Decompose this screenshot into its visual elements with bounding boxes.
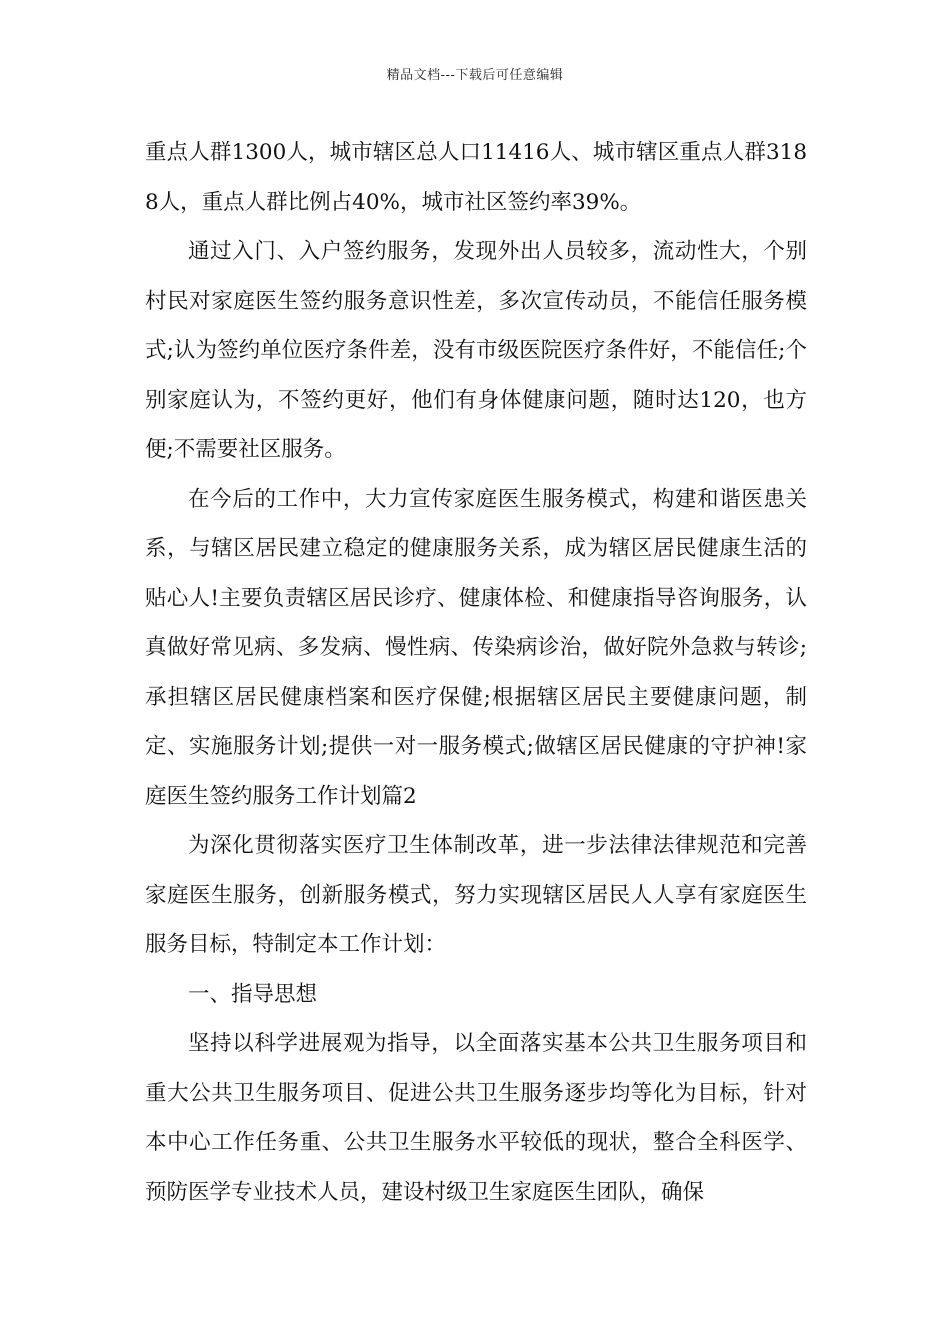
document-body bbox=[145, 128, 807, 1217]
paragraph-5: 坚持以科学进展观为指导，以全面落实基本公共卫生服务项目和重大公共卫生服务项目、促进公共卫生服务逐步均等化为目标，针对本中心工作任务重、公共卫生服务水平较低的现状，整合全科医学、预防医学专业技术人员，建设村级卫生家庭医生团队，确保 bbox=[145, 1031, 807, 1205]
paragraph-2: 通过入门、入户签约服务，发现外出人员较多，流动性大，个别村民对家庭医生签约服务意识性差，多次宣传动员，不能信任服务模式;认为签约单位医疗条件差，没有市级医院医疗条件好，不能信任;个别家庭认为，不签约更好，他们有身体健康问题，随时达120，也方便;不需要社区服务。 bbox=[145, 239, 807, 462]
section-heading-guiding-thought: 一、指导思想 bbox=[188, 981, 318, 1007]
paragraph-1: 重点人群1300人，城市辖区总人口11416人、城市辖区重点人群3188人，重点人群比例占40%，城市社区签约率39%。 bbox=[145, 140, 807, 215]
page-header: 精品文档---下载后可任意编辑 bbox=[386, 68, 564, 83]
paragraph-4: 为深化贯彻落实医疗卫生体制改革，进一步法律法律规范和完善家庭医生服务，创新服务模式，努力实现辖区居民人人享有家庭医生服务目标，特制定本工作计划： bbox=[145, 833, 807, 957]
paragraph-3: 在今后的工作中，大力宣传家庭医生服务模式，构建和谐医患关系，与辖区居民建立稳定的健康服务关系，成为辖区居民健康生活的贴心人!主要负责辖区居民诊疗、健康体检、和健康指导咨询服务，认真做好常见病、多发病、慢性病、传染病诊治，做好院外急救与转诊;承担辖区居民健康档案和医疗保健;根据辖区居民主要健康问题，制定、实施服务计划;提供一对一服务模式;做辖区居民健康的守护神!家庭医生签约服务工作计划篇2 bbox=[145, 486, 807, 809]
